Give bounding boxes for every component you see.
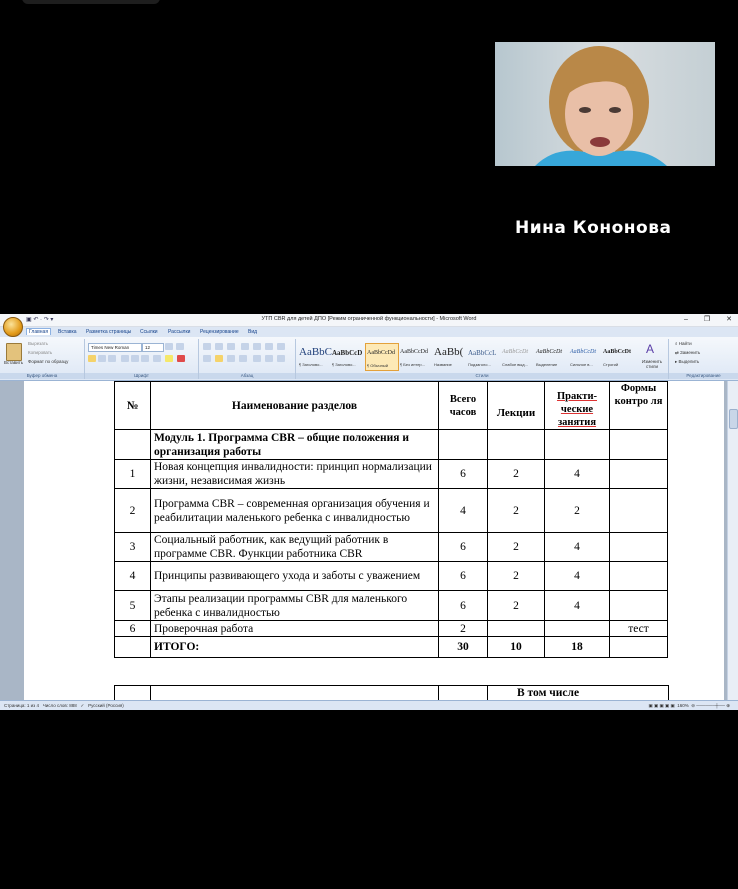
header-forms: Формы контро ля <box>610 382 668 430</box>
style-strong[interactable]: AaBbCcDt Строгий <box>603 349 631 367</box>
tab-view[interactable]: Вид <box>248 329 258 335</box>
decrease-indent-icon[interactable] <box>241 343 249 350</box>
select-icon: ▸ <box>675 359 679 364</box>
align-center-icon[interactable] <box>215 355 223 362</box>
font-size-select[interactable]: 12 <box>142 343 164 352</box>
ribbon-tabs <box>0 327 738 337</box>
tab-review[interactable]: Рецензирование <box>200 329 239 335</box>
subscript-icon[interactable] <box>131 355 139 362</box>
status-words[interactable]: Число слов: 888 <box>42 703 77 708</box>
change-case-icon[interactable] <box>153 355 161 362</box>
participant-video-image <box>495 42 715 166</box>
justify-icon[interactable] <box>239 355 247 362</box>
table-total-row <box>115 637 668 658</box>
change-styles-icon: A <box>646 342 655 356</box>
office-button[interactable] <box>3 317 23 337</box>
borders-icon[interactable] <box>277 355 285 362</box>
format-painter-button[interactable]: Формат по образцу <box>28 359 69 364</box>
multilevel-list-icon[interactable] <box>227 343 235 350</box>
show-marks-icon[interactable] <box>277 343 285 350</box>
sort-icon[interactable] <box>265 343 273 350</box>
change-styles-button[interactable] <box>638 342 666 372</box>
style-emphasis[interactable]: AaBbCcDt Выделение <box>536 349 562 367</box>
change-styles-label: Изменить стили <box>641 359 663 369</box>
header-name: Наименование разделов <box>151 382 439 430</box>
style-heading2[interactable]: AaBbCcD ¶ Заголово... <box>332 349 363 367</box>
table-row: 3 Социальный работник, как ведущий работник в программе CBR. Функции работника CBR 6 2 4 <box>115 533 668 562</box>
status-right <box>648 703 730 709</box>
editing-group-label: Редактирование <box>669 373 738 379</box>
italic-icon[interactable] <box>98 355 106 362</box>
tab-mailings[interactable]: Рассылки <box>168 329 191 335</box>
grow-font-icon[interactable] <box>165 343 173 350</box>
paste-icon[interactable] <box>6 343 22 361</box>
font-name-select[interactable]: Times New Roman <box>88 343 142 352</box>
top-pill <box>22 0 160 4</box>
tab-references[interactable]: Ссылки <box>140 329 158 335</box>
title-bar <box>0 314 738 327</box>
document-page[interactable] <box>24 381 724 700</box>
minimize-button[interactable]: – <box>684 316 688 323</box>
participant-video[interactable] <box>495 42 715 166</box>
view-buttons[interactable]: ▣ ▣ ▣ ▣ ▣ <box>648 703 675 708</box>
shrink-font-icon[interactable] <box>176 343 184 350</box>
align-left-icon[interactable] <box>203 355 211 362</box>
select-label: Выделить <box>678 359 700 364</box>
clipboard-group-label: Буфер обмена <box>0 373 84 379</box>
style-normal[interactable]: AaBbCcDd ¶ Обычный <box>365 343 399 371</box>
header-num: № <box>115 382 151 430</box>
status-left <box>4 703 124 709</box>
styles-group <box>296 339 669 379</box>
superscript-icon[interactable] <box>141 355 149 362</box>
window-controls <box>670 315 732 323</box>
status-bar <box>0 700 738 710</box>
zoom-level[interactable]: 160% <box>677 703 689 708</box>
font-color-icon[interactable] <box>177 355 185 362</box>
numbering-icon[interactable] <box>215 343 223 350</box>
zoom-slider[interactable]: ⊖ ──────┼── ⊕ <box>691 703 730 708</box>
tab-page-layout[interactable]: Разметка страницы <box>86 329 132 335</box>
paste-button-label[interactable]: Вставить <box>4 360 24 365</box>
word-window <box>0 314 738 710</box>
status-page[interactable]: Страница: 1 из 4 <box>4 703 39 708</box>
status-language[interactable]: Русский (Россия) <box>88 703 124 708</box>
module-title: Модуль 1. Программа CBR – общие положения и организация работы <box>151 430 439 460</box>
copy-button[interactable]: Копировать <box>28 350 53 355</box>
underline-icon[interactable] <box>108 355 116 362</box>
table-row <box>115 430 668 460</box>
table-row: 5 Этапы реализации программы CBR для маленького ребенка с инвалидностью 6 2 4 <box>115 591 668 621</box>
styles-group-label: Стили <box>296 373 668 379</box>
font-group-label: Шрифт <box>85 373 198 379</box>
font-group <box>85 339 199 379</box>
strikethrough-icon[interactable] <box>121 355 129 362</box>
close-button[interactable]: ✕ <box>726 316 732 323</box>
bold-icon[interactable] <box>88 355 96 362</box>
header-total: Всего часов <box>439 382 488 430</box>
header-practice: Практи-ческие занятия <box>545 382 610 430</box>
total-hours: 30 <box>439 637 488 658</box>
tab-home[interactable]: Главная <box>26 328 51 335</box>
style-intense-emphasis[interactable]: AaBbCcDt Сильное в... <box>570 349 596 367</box>
line-spacing-icon[interactable] <box>253 355 261 362</box>
paragraph-group-label: Абзац <box>199 373 295 379</box>
total-label: ИТОГО: <box>151 637 439 658</box>
cut-button[interactable]: Вырезать <box>28 341 49 346</box>
table-row: 4 Принципы развивающего ухода и заботы с уважением 6 2 4 <box>115 562 668 591</box>
participant-name: Нина Кононова <box>515 218 672 238</box>
style-subtitle[interactable]: AaBbCcL Подзаголо... <box>468 349 497 367</box>
align-right-icon[interactable] <box>227 355 235 362</box>
maximize-button[interactable]: ❐ <box>703 316 711 323</box>
total-lectures: 10 <box>488 637 545 658</box>
table-row: 1 Новая концепция инвалидности: принцип нормализации жизни, независимая жизнь 6 2 4 <box>115 460 668 489</box>
scrollbar-thumb[interactable] <box>729 409 738 429</box>
paragraph-group <box>199 339 296 379</box>
table-row: 2 Программа CBR – современная организация обучения и реабилитации маленького ребенка с инвалидностью 4 2 2 <box>115 489 668 533</box>
table-header-row <box>115 382 668 430</box>
style-subtle-emphasis[interactable]: AaBbCcDt Слабое выд... <box>502 349 528 367</box>
next-table-header: В том числе <box>517 687 580 699</box>
replace-label: Заменить <box>680 350 701 355</box>
find-button[interactable] <box>675 341 692 346</box>
select-button[interactable] <box>675 359 699 365</box>
course-table <box>114 381 668 658</box>
bullets-icon[interactable] <box>203 343 211 350</box>
increase-indent-icon[interactable] <box>253 343 261 350</box>
quick-access-toolbar[interactable]: ▣ ↶ · ↷ ▾ <box>26 317 54 323</box>
ribbon <box>0 337 738 381</box>
clipboard-group <box>0 339 85 379</box>
style-title[interactable]: AaBb( Название <box>434 346 464 367</box>
style-no-spacing[interactable]: AaBbCcDd ¶ Без интер... <box>400 349 428 367</box>
header-lectures: Лекции <box>488 382 545 430</box>
shading-icon[interactable] <box>265 355 273 362</box>
editing-group <box>669 339 738 379</box>
replace-button[interactable] <box>675 350 700 356</box>
highlight-icon[interactable] <box>165 355 173 362</box>
spellcheck-icon[interactable]: ✓ <box>80 703 85 708</box>
tab-insert[interactable]: Вставка <box>58 329 77 335</box>
vertical-scrollbar[interactable] <box>727 381 738 700</box>
replace-icon: ⇄ <box>675 350 681 355</box>
find-icon: ⌕ <box>675 341 679 346</box>
style-heading1[interactable]: AaBbC ¶ Заголово... <box>299 346 332 367</box>
find-label: Найти <box>678 341 692 346</box>
document-area <box>0 381 738 700</box>
total-practice: 18 <box>545 637 610 658</box>
window-title: УТП CBR для детей ДПО [Режим ограниченной функциональности] - Microsoft Word <box>261 316 477 322</box>
table-row: 6 Проверочная работа 2 тест <box>115 621 668 637</box>
